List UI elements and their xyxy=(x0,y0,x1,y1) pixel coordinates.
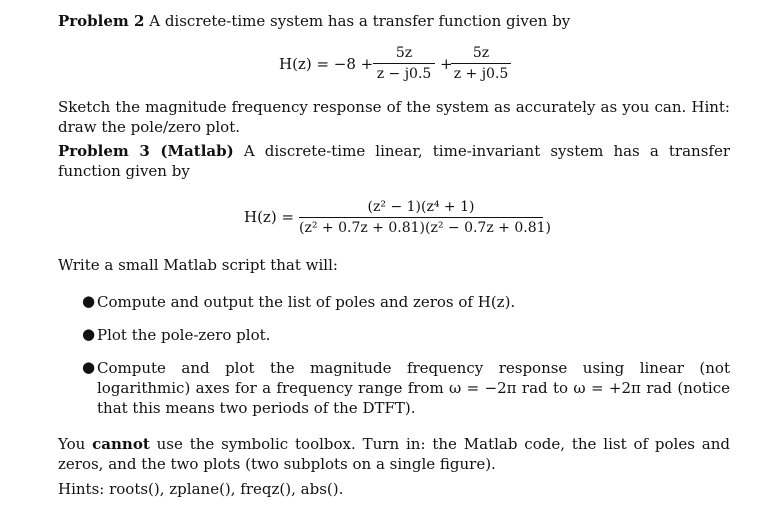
problem2-fraction-2 xyxy=(451,44,511,83)
problem2-plus: + xyxy=(440,55,453,73)
problem2-instruction: Sketch the magnitude frequency response of the system as accurately as you can. Hint: draw the pole/zero plot. xyxy=(58,98,730,136)
problem3-numerator: (z² − 1)(z⁴ + 1) xyxy=(367,199,475,215)
fraction-bar xyxy=(299,217,543,218)
problem2-eq-lhs: H(z) = −8 + xyxy=(279,55,374,73)
problem3-fraction xyxy=(299,198,551,237)
list-item xyxy=(82,358,730,418)
problem2-intro-line xyxy=(58,12,570,30)
problem3-turnin xyxy=(58,434,730,474)
turnin-cannot: cannot xyxy=(92,435,150,453)
bullet-text-3: Compute and plot the magnitude frequency response using linear (not logarithmic) axes for a frequency range from ω = −2π rad to ω = +2π rad (notice that this means two periods of the DTFT). xyxy=(97,359,730,417)
problem3-denominator: (z² + 0.7z + 0.81)(z² − 0.7z + 0.81) xyxy=(299,220,551,236)
turnin-prefix: You xyxy=(58,435,86,453)
bullet-text-2: Plot the pole-zero plot. xyxy=(97,326,271,344)
bullet-icon: ● xyxy=(82,358,96,376)
problem2-frac2-denominator: z + j0.5 xyxy=(453,66,509,82)
list-item xyxy=(82,292,730,312)
problem2-fraction-1 xyxy=(373,44,435,83)
list-item xyxy=(82,325,730,345)
problem3-intro: A discrete-time linear, time-invariant system has a transfer function given by xyxy=(58,142,730,180)
problem2-frac1-numerator: 5z xyxy=(395,45,413,61)
bullet-icon: ● xyxy=(82,325,96,343)
problem2-intro: A discrete-time system has a transfer function given by xyxy=(149,12,571,30)
problem2-heading: Problem 2 xyxy=(58,12,145,30)
bullet-text-1: Compute and output the list of poles and zeros of H(z). xyxy=(97,293,516,311)
bullet-icon: ● xyxy=(82,292,96,310)
problem3-script-intro: Write a small Matlab script that will: xyxy=(58,256,338,274)
fraction-bar xyxy=(451,63,511,64)
problem2-frac2-numerator: 5z xyxy=(472,45,490,61)
fraction-bar xyxy=(373,63,435,64)
problem3-hints: Hints: roots(), zplane(), freqz(), abs(). xyxy=(58,480,344,498)
problem3-heading: Problem 3 (Matlab) xyxy=(58,142,234,160)
problem3-eq-lhs: H(z) = xyxy=(244,208,295,226)
problem2-frac1-denominator: z − j0.5 xyxy=(376,66,432,82)
problem3-intro-line xyxy=(58,141,730,181)
turnin-rest: use the symbolic toolbox. Turn in: the Matlab code, the list of poles and zeros, and the two plots (two subplots on a single figure). xyxy=(58,435,730,473)
